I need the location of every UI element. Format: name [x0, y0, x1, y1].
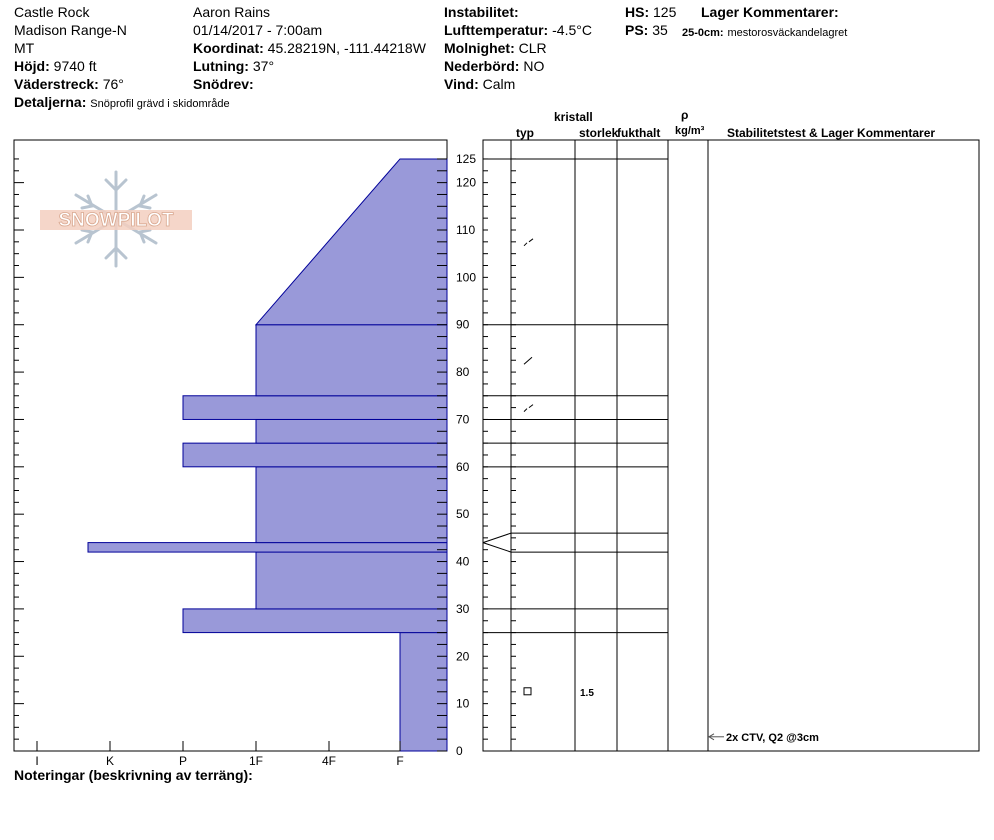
hardness-axis [35, 741, 403, 768]
slope-value: 37° [252, 58, 275, 74]
layer-comments-label: Lager Kommentarer: [701, 4, 839, 20]
crystal-slash-icon [529, 239, 533, 242]
elevation-value: 9740 ft [53, 58, 97, 74]
type-header: typ [516, 126, 534, 140]
airtemp-label: Lufttemperatur: [444, 22, 549, 38]
density-column [668, 140, 708, 751]
hardness-bar [88, 543, 447, 552]
height-tick-label: 70 [456, 412, 470, 427]
height-tick-label: 40 [456, 554, 470, 569]
size-header: storlek [579, 126, 619, 140]
crystal-size-label: 1.5 [580, 687, 594, 699]
rho-header: ρ [681, 108, 689, 122]
hardness-bar [183, 396, 447, 420]
hs-label: HS: [625, 4, 650, 20]
sky-label: Molnighet: [444, 40, 515, 56]
sky-value: CLR [518, 40, 547, 56]
moisture-header: fukthalt [617, 126, 661, 140]
precip-value: NO [523, 58, 545, 74]
hardness-tick-label: F [396, 754, 404, 768]
hardness-tick-label: 4F [321, 754, 337, 768]
hs-value: 125 [653, 4, 677, 20]
height-tick-label: 100 [456, 270, 477, 285]
height-tick-label: 80 [456, 365, 470, 380]
height-tick-label: 20 [456, 649, 470, 664]
details-value: Snöprofil grävd i skidområde [90, 98, 230, 110]
ps-label: PS: [625, 22, 649, 38]
hardness-profile [88, 159, 447, 751]
hardness-tick-label: 1F [248, 754, 264, 768]
layer-comment-range: 25-0cm: [682, 27, 724, 39]
hardness-bar [183, 443, 447, 467]
height-tick-label: 125 [456, 151, 477, 166]
airtemp-value: -4.5°C [552, 22, 592, 38]
hardness-bar [256, 419, 447, 443]
hardness-bar [183, 609, 447, 633]
hardness-bar [256, 552, 447, 609]
crystal-slash-icon [524, 243, 527, 246]
height-tick-label: 90 [456, 317, 470, 332]
hardness-tick-label: P [178, 754, 188, 768]
observer: Aaron Rains [193, 4, 271, 20]
location: Castle Rock [14, 4, 90, 20]
height-tick-label: 10 [456, 696, 470, 711]
stability-test-label: 2x CTV, Q2 @3cm [726, 731, 819, 744]
hardness-tick-label: K [105, 754, 115, 768]
crystal-slash-icon [524, 357, 532, 364]
logo-text: SNOWPILOT [58, 210, 174, 231]
crystal-square-icon [524, 688, 531, 695]
slope-label: Lutning: [193, 58, 249, 74]
height-tick-label: 110 [456, 222, 476, 237]
stability-tests [709, 732, 819, 744]
ps-value: 35 [652, 22, 668, 38]
height-tick-label: 120 [456, 175, 477, 190]
coord-value: 45.28219N, -111.44218W [267, 40, 426, 56]
details-label: Detaljerna: [14, 94, 87, 110]
height-tick-label: 60 [456, 459, 470, 474]
notes-label: Noteringar (beskrivning av terräng): [14, 767, 253, 783]
wind-label: Vind: [444, 76, 479, 92]
instability-label: Instabilitet: [444, 4, 519, 20]
crystal-slash-icon [524, 409, 527, 412]
crystal-header: kristall [554, 110, 593, 124]
crystal-symbols [524, 239, 594, 699]
layer-comment-text: mestorosväckandelagret [727, 27, 848, 39]
precip-label: Nederbörd: [444, 58, 520, 74]
aspect-value: 76° [102, 76, 124, 92]
hardness-tick-label: I [35, 754, 39, 768]
height-tick-label: 0 [456, 744, 463, 758]
height-tick-label: 30 [456, 601, 470, 616]
crystal-slash-icon [529, 405, 533, 408]
hardness-bar [256, 325, 447, 396]
height-tick-label: 50 [456, 507, 470, 522]
aspect-label: Väderstreck: [14, 76, 99, 92]
drift-label: Snödrev: [193, 76, 254, 92]
stability-column [708, 140, 979, 751]
hardness-bar [256, 159, 447, 325]
elevation-label: Höjd: [14, 58, 50, 74]
datetime: 01/14/2017 - 7:00am [193, 22, 323, 38]
coord-label: Koordinat: [193, 40, 264, 56]
stability-header: Stabilitetstest & Lager Kommentarer [727, 126, 936, 140]
state: MT [14, 40, 35, 56]
range: Madison Range-N [14, 22, 127, 38]
hardness-bar [256, 467, 447, 543]
wind-value: Calm [482, 76, 516, 92]
density-unit-header: kg/m³ [675, 125, 705, 137]
